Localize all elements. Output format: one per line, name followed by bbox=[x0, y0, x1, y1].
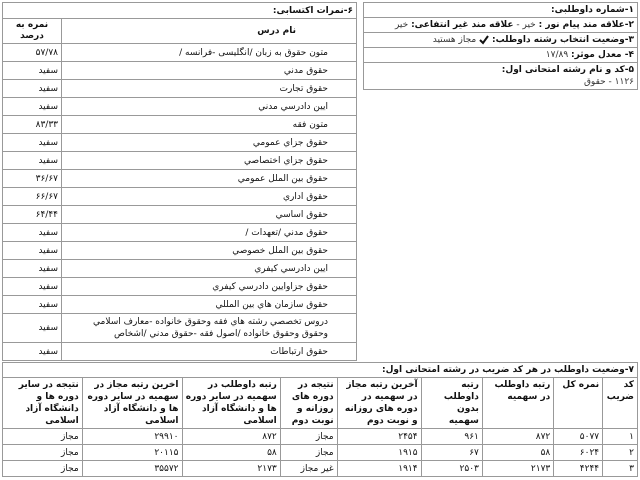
ranks-cell: ۵۰۷۷ bbox=[554, 429, 603, 445]
course-name: حقوق بین الملل عمومي bbox=[62, 170, 357, 188]
candidate-info bbox=[363, 2, 638, 90]
ranks-cell: ۸۷۲ bbox=[482, 429, 553, 445]
grade-row bbox=[3, 44, 357, 62]
course-percent: سفید bbox=[3, 296, 62, 314]
grade-row bbox=[3, 296, 357, 314]
col-percent: نمره به درصد bbox=[3, 19, 62, 44]
ranks-row bbox=[3, 445, 638, 461]
course-percent: ۸۳/۳۳ bbox=[3, 116, 62, 134]
grade-row bbox=[3, 260, 357, 278]
course-percent: سفید bbox=[3, 152, 62, 170]
ranks-cell: ۲۹۹۱۰ bbox=[82, 429, 182, 445]
check-icon bbox=[479, 35, 489, 45]
ranks-cell: ۱۹۱۵ bbox=[337, 445, 421, 461]
grade-row bbox=[3, 206, 357, 224]
course-percent: ۳۶/۶۷ bbox=[3, 170, 62, 188]
course-name: حقوق مدني /تعهدات / bbox=[62, 224, 357, 242]
info-row-interest bbox=[363, 18, 638, 33]
gpa-value: ۱۷/۸۹ bbox=[545, 50, 569, 60]
non-profit-label: علاقه مند غیر انتفاعی: bbox=[411, 20, 514, 30]
ranks-body bbox=[3, 429, 638, 477]
ranks-cell: ۲۵۰۳ bbox=[421, 461, 482, 477]
course-percent: سفید bbox=[3, 134, 62, 152]
ranks-header-cell: اخرین رتبه مجاز در سهمیه در سایر دوره ها و دانشگاه آزاد اسلامی bbox=[82, 378, 182, 429]
ranks-cell: ۶۷ bbox=[421, 445, 482, 461]
grade-row bbox=[3, 314, 357, 343]
ranks-cell: ۴۲۴۴ bbox=[554, 461, 603, 477]
payam-noor-value: خیر - bbox=[513, 20, 536, 30]
grade-row bbox=[3, 343, 357, 361]
grade-row bbox=[3, 170, 357, 188]
course-percent: سفید bbox=[3, 260, 62, 278]
exam-field-label: ۵-کد و نام رشته امتحانی اول: bbox=[501, 65, 634, 75]
ranks-cell: غیر مجاز bbox=[280, 461, 337, 477]
course-percent: ۵۷/۷۸ bbox=[3, 44, 62, 62]
course-percent: سفید bbox=[3, 242, 62, 260]
course-name: متون فقه bbox=[62, 116, 357, 134]
ranks-cell: ۲۱۷۳ bbox=[182, 461, 280, 477]
exam-field-value: ۱۱۲۶ - حقوق bbox=[583, 77, 634, 87]
ranks-cell: ۲۰۱۱۵ bbox=[82, 445, 182, 461]
course-name: حقوق بین الملل خصوصي bbox=[62, 242, 357, 260]
course-percent: سفید bbox=[3, 314, 62, 343]
course-name: ایین دادرسي کیفري bbox=[62, 260, 357, 278]
ranks-row bbox=[3, 429, 638, 445]
course-name: حقوق مدني bbox=[62, 62, 357, 80]
ranks-header-cell: نتیجه در دوره های روزانه و نوبت دوم bbox=[280, 378, 337, 429]
ranks-table bbox=[2, 362, 638, 477]
grades-title: ۶-نمرات اکتسابی: bbox=[3, 3, 357, 19]
candidate-number-label: ۱-شماره داوطلبی: bbox=[551, 5, 634, 15]
selection-status-label: ۳-وضعیت انتخاب رشته داوطلب: bbox=[492, 35, 634, 45]
ranks-header-cell: نتیجه در سایر دوره ها و دانشگاه آزاد اسلامی bbox=[3, 378, 83, 429]
course-percent: ۶۶/۶۷ bbox=[3, 188, 62, 206]
ranks-cell: ۶۰۲۴ bbox=[554, 445, 603, 461]
grade-row bbox=[3, 278, 357, 296]
ranks-cell: ۲۴۵۴ bbox=[337, 429, 421, 445]
course-percent: سفید bbox=[3, 80, 62, 98]
ranks-header-cell: کد ضریب bbox=[603, 378, 638, 429]
info-row-status bbox=[363, 33, 638, 48]
col-course-name: نام درس bbox=[62, 19, 357, 44]
ranks-cell: ۳۵۵۷۲ bbox=[82, 461, 182, 477]
course-name: حقوق سازمان هاي بین المللي bbox=[62, 296, 357, 314]
gpa-label: ۴- معدل موثر: bbox=[571, 50, 634, 60]
ranks-cell: مجاز bbox=[3, 461, 83, 477]
grades-table bbox=[2, 2, 357, 361]
info-row-gpa bbox=[363, 48, 638, 63]
ranks-cell: ۲۱۷۳ bbox=[482, 461, 553, 477]
ranks-cell: مجاز bbox=[280, 429, 337, 445]
course-percent: سفید bbox=[3, 278, 62, 296]
ranks-cell: ۲ bbox=[603, 445, 638, 461]
info-row-field bbox=[363, 63, 638, 90]
course-name: ایین دادرسي مدني bbox=[62, 98, 357, 116]
non-profit-value: خیر bbox=[394, 20, 409, 30]
grade-row bbox=[3, 116, 357, 134]
course-name: متون حقوق به زبان /انگلیسی -فرانسه / bbox=[62, 44, 357, 62]
grade-row bbox=[3, 98, 357, 116]
ranks-cell: ۹۶۱ bbox=[421, 429, 482, 445]
ranks-cell: ۵۸ bbox=[482, 445, 553, 461]
course-percent: سفید bbox=[3, 224, 62, 242]
ranks-cell: مجاز bbox=[3, 429, 83, 445]
grade-row bbox=[3, 242, 357, 260]
ranks-cell: ۳ bbox=[603, 461, 638, 477]
grade-row bbox=[3, 188, 357, 206]
course-name: حقوق اداري bbox=[62, 188, 357, 206]
ranks-title: ۷-وضعیت داوطلب در هر کد ضریب در رشته امتحانی اول: bbox=[3, 363, 638, 378]
course-name: حقوق جزاوایین دادرسي کیفري bbox=[62, 278, 357, 296]
grade-row bbox=[3, 62, 357, 80]
ranks-cell: ۵۸ bbox=[182, 445, 280, 461]
ranks-cell: مجاز bbox=[280, 445, 337, 461]
ranks-cell: ۸۷۲ bbox=[182, 429, 280, 445]
course-name: حقوق ارتباطات bbox=[62, 343, 357, 361]
grade-row bbox=[3, 134, 357, 152]
ranks-header-cell: رتبه داوطلب بدون سهمیه bbox=[421, 378, 482, 429]
ranks-header-row bbox=[3, 378, 638, 429]
ranks-header-cell: آخرین رتبه مجاز در سهمیه در دوره های روزانه و نوبت دوم bbox=[337, 378, 421, 429]
ranks-cell: ۱ bbox=[603, 429, 638, 445]
payam-noor-label: ۲-علاقه مند پیام نور : bbox=[538, 20, 634, 30]
course-name: حقوق جزاي عمومي bbox=[62, 134, 357, 152]
course-percent: سفید bbox=[3, 62, 62, 80]
grade-row bbox=[3, 224, 357, 242]
course-percent: ۶۴/۴۴ bbox=[3, 206, 62, 224]
ranks-header-cell: رتبه داوطلب در سهمیه در سایر دوره ها و دانشگاه آزاد اسلامی bbox=[182, 378, 280, 429]
ranks-header-cell: رتبه داوطلب در سهمیه bbox=[482, 378, 553, 429]
grades-body bbox=[3, 44, 357, 361]
course-percent: سفید bbox=[3, 343, 62, 361]
course-name: حقوق تجارت bbox=[62, 80, 357, 98]
ranks-row bbox=[3, 461, 638, 477]
info-row-number bbox=[363, 2, 638, 18]
ranks-header-cell: نمره کل bbox=[554, 378, 603, 429]
grade-row bbox=[3, 80, 357, 98]
course-name: حقوق جزاي اختصاصي bbox=[62, 152, 357, 170]
selection-status-value: مجاز هستید bbox=[432, 35, 477, 45]
ranks-cell: ۱۹۱۴ bbox=[337, 461, 421, 477]
course-name: دروس تخصصي رشته هاي فقه وحقوق خانواده -معارف اسلامي وحقوق وحقوق خانواده /اصول فقه -حقوق مدني /اشخاص bbox=[62, 314, 357, 343]
course-percent: سفید bbox=[3, 98, 62, 116]
grade-row bbox=[3, 152, 357, 170]
ranks-cell: مجاز bbox=[3, 445, 83, 461]
course-name: حقوق اساسي bbox=[62, 206, 357, 224]
